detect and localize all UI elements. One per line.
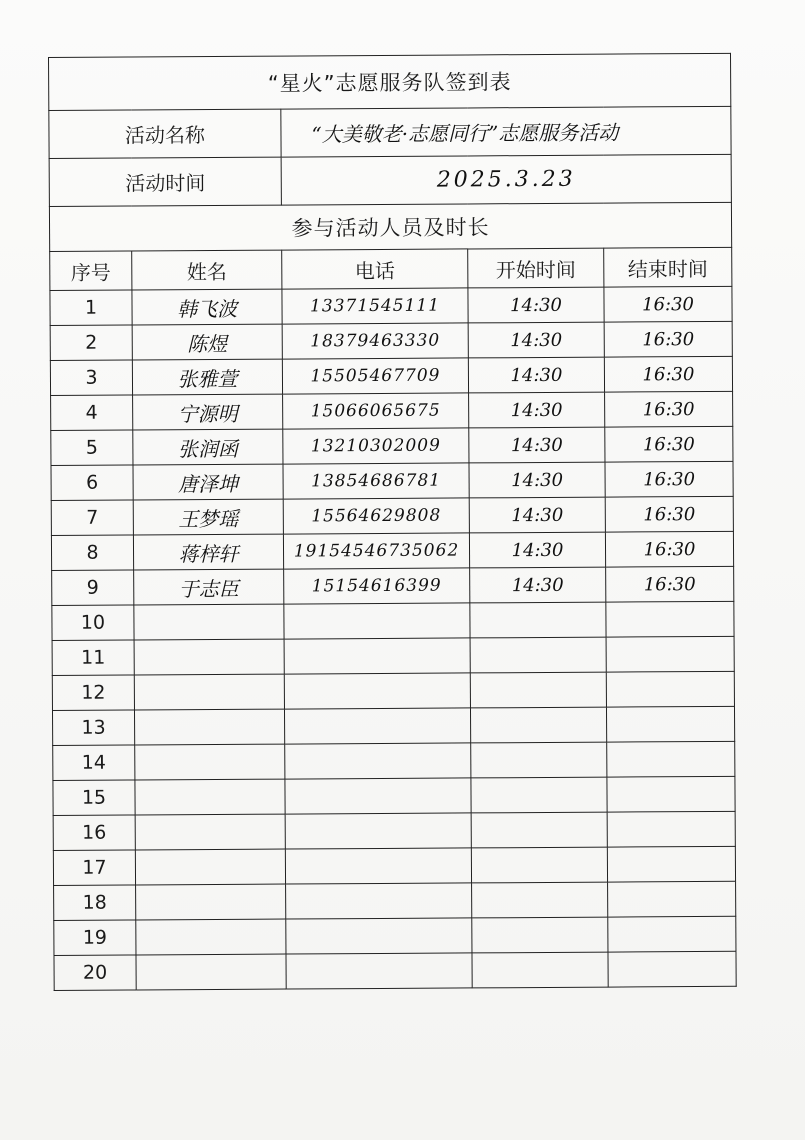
row-end-time: 16:30: [605, 426, 733, 462]
row-number: 10: [52, 605, 134, 641]
column-header-start: 开始时间: [468, 248, 604, 288]
row-phone: [284, 673, 470, 709]
row-end-time: [606, 636, 734, 672]
row-start-time: 14:30: [469, 497, 605, 533]
table-row: [52, 601, 734, 640]
row-end-time: [607, 776, 735, 812]
table-row: [52, 566, 734, 605]
row-start-time: [471, 812, 607, 848]
table-row: [50, 321, 732, 360]
column-header-name: 姓名: [132, 250, 282, 290]
column-header-no: 序号: [50, 251, 132, 291]
row-end-time: [606, 671, 734, 707]
row-end-time: [608, 951, 736, 987]
row-end-time: 16:30: [604, 321, 732, 357]
row-name: 王梦瑶: [133, 499, 283, 535]
row-start-time: [472, 917, 608, 953]
table-row: [51, 461, 733, 500]
row-end-time: [607, 741, 735, 777]
row-start-time: [470, 672, 606, 708]
row-name: [135, 849, 285, 885]
table-row: [53, 846, 735, 885]
row-start-time: 14:30: [468, 287, 604, 323]
row-number: 1: [50, 290, 132, 326]
row-phone: [285, 743, 471, 779]
row-start-time: 14:30: [468, 322, 604, 358]
row-phone: 15505467709: [282, 358, 468, 394]
row-end-time: [607, 846, 735, 882]
table-row: [52, 706, 734, 745]
row-phone: 19154546735062: [283, 533, 469, 569]
row-phone: 15564629808: [283, 498, 469, 534]
table-row: [53, 811, 735, 850]
row-start-time: 14:30: [469, 427, 605, 463]
row-number: 7: [51, 500, 133, 536]
row-number: 13: [52, 710, 134, 746]
row-end-time: 16:30: [606, 566, 734, 602]
row-start-time: 14:30: [468, 357, 604, 393]
table-row: [50, 286, 732, 325]
row-number: 9: [52, 570, 134, 606]
row-start-time: [470, 707, 606, 743]
row-number: 20: [54, 955, 136, 991]
row-end-time: 16:30: [604, 286, 732, 322]
table-row: [51, 391, 733, 430]
row-end-time: [606, 706, 734, 742]
row-name: 蒋梓轩: [133, 534, 283, 570]
row-name: [134, 604, 284, 640]
row-start-time: 14:30: [470, 567, 606, 603]
table-row: [52, 636, 734, 675]
row-start-time: [470, 637, 606, 673]
row-end-time: 16:30: [605, 531, 733, 567]
row-start-time: 14:30: [469, 532, 605, 568]
row-start-time: [472, 952, 608, 988]
row-phone: 18379463330: [282, 323, 468, 359]
row-name: [134, 674, 284, 710]
row-number: 15: [53, 780, 135, 816]
row-phone: 13371545111: [282, 288, 468, 324]
activity-time-value: 2025.3.23: [281, 154, 731, 205]
row-name: [136, 884, 286, 920]
row-phone: [284, 603, 470, 639]
table-row: [54, 951, 736, 990]
row-name: [136, 954, 286, 990]
row-number: 11: [52, 640, 134, 676]
row-phone: 15066065675: [283, 393, 469, 429]
activity-time-label: 活动时间: [49, 157, 281, 206]
row-end-time: 16:30: [605, 461, 733, 497]
row-number: 5: [51, 430, 133, 466]
row-name: [134, 639, 284, 675]
table-row: [53, 776, 735, 815]
row-start-time: 14:30: [469, 392, 605, 428]
row-phone: [285, 848, 471, 884]
row-name: 张雅萱: [132, 359, 282, 395]
row-number: 19: [54, 920, 136, 956]
row-phone: [284, 708, 470, 744]
participants-section-title: 参与活动人员及时长: [49, 202, 731, 251]
row-phone: [284, 638, 470, 674]
row-end-time: 16:30: [604, 356, 732, 392]
row-end-time: [608, 916, 736, 952]
row-phone: 15154616399: [284, 568, 470, 604]
column-header-phone: 电话: [282, 249, 468, 289]
row-phone: 13210302009: [283, 428, 469, 464]
table-row: [50, 356, 732, 395]
row-phone: 13854686781: [283, 463, 469, 499]
table-row: [51, 531, 733, 570]
table-row: [54, 916, 736, 955]
row-end-time: 16:30: [605, 496, 733, 532]
column-header-end: 结束时间: [604, 247, 732, 287]
row-start-time: 14:30: [469, 462, 605, 498]
row-number: 2: [50, 325, 132, 361]
row-number: 3: [50, 360, 132, 396]
row-number: 8: [51, 535, 133, 571]
sign-in-table: [48, 53, 737, 991]
row-number: 17: [53, 850, 135, 886]
row-name: [135, 779, 285, 815]
column-header-row: [50, 247, 732, 290]
row-end-time: [607, 811, 735, 847]
row-phone: [286, 883, 472, 919]
row-name: 张润函: [133, 429, 283, 465]
row-number: 14: [53, 745, 135, 781]
row-name: [135, 814, 285, 850]
row-start-time: [471, 847, 607, 883]
row-start-time: [470, 602, 606, 638]
row-name: 陈煜: [132, 324, 282, 360]
row-name: [134, 709, 284, 745]
row-start-time: [471, 742, 607, 778]
row-name: 韩飞波: [132, 289, 282, 325]
row-number: 12: [52, 675, 134, 711]
row-phone: [286, 918, 472, 954]
table-row: [53, 741, 735, 780]
table-row: [52, 671, 734, 710]
table-row: [54, 881, 736, 920]
row-end-time: [606, 601, 734, 637]
table-row: [51, 426, 733, 465]
form-title: “星火”志愿服务队签到表: [49, 53, 731, 110]
row-name: 宁源明: [133, 394, 283, 430]
row-end-time: [608, 881, 736, 917]
activity-name-label: 活动名称: [49, 109, 281, 158]
row-name: 唐泽坤: [133, 464, 283, 500]
row-start-time: [472, 882, 608, 918]
row-end-time: 16:30: [605, 391, 733, 427]
activity-name-value: “大美敬老·志愿同行”志愿服务活动: [281, 106, 731, 157]
row-phone: [285, 813, 471, 849]
row-number: 16: [53, 815, 135, 851]
row-number: 4: [51, 395, 133, 431]
table-row: [51, 496, 733, 535]
row-start-time: [471, 777, 607, 813]
row-name: [136, 919, 286, 955]
row-name: [135, 744, 285, 780]
row-number: 18: [54, 885, 136, 921]
row-number: 6: [51, 465, 133, 501]
row-name: 于志臣: [134, 569, 284, 605]
row-phone: [285, 778, 471, 814]
row-phone: [286, 953, 472, 989]
